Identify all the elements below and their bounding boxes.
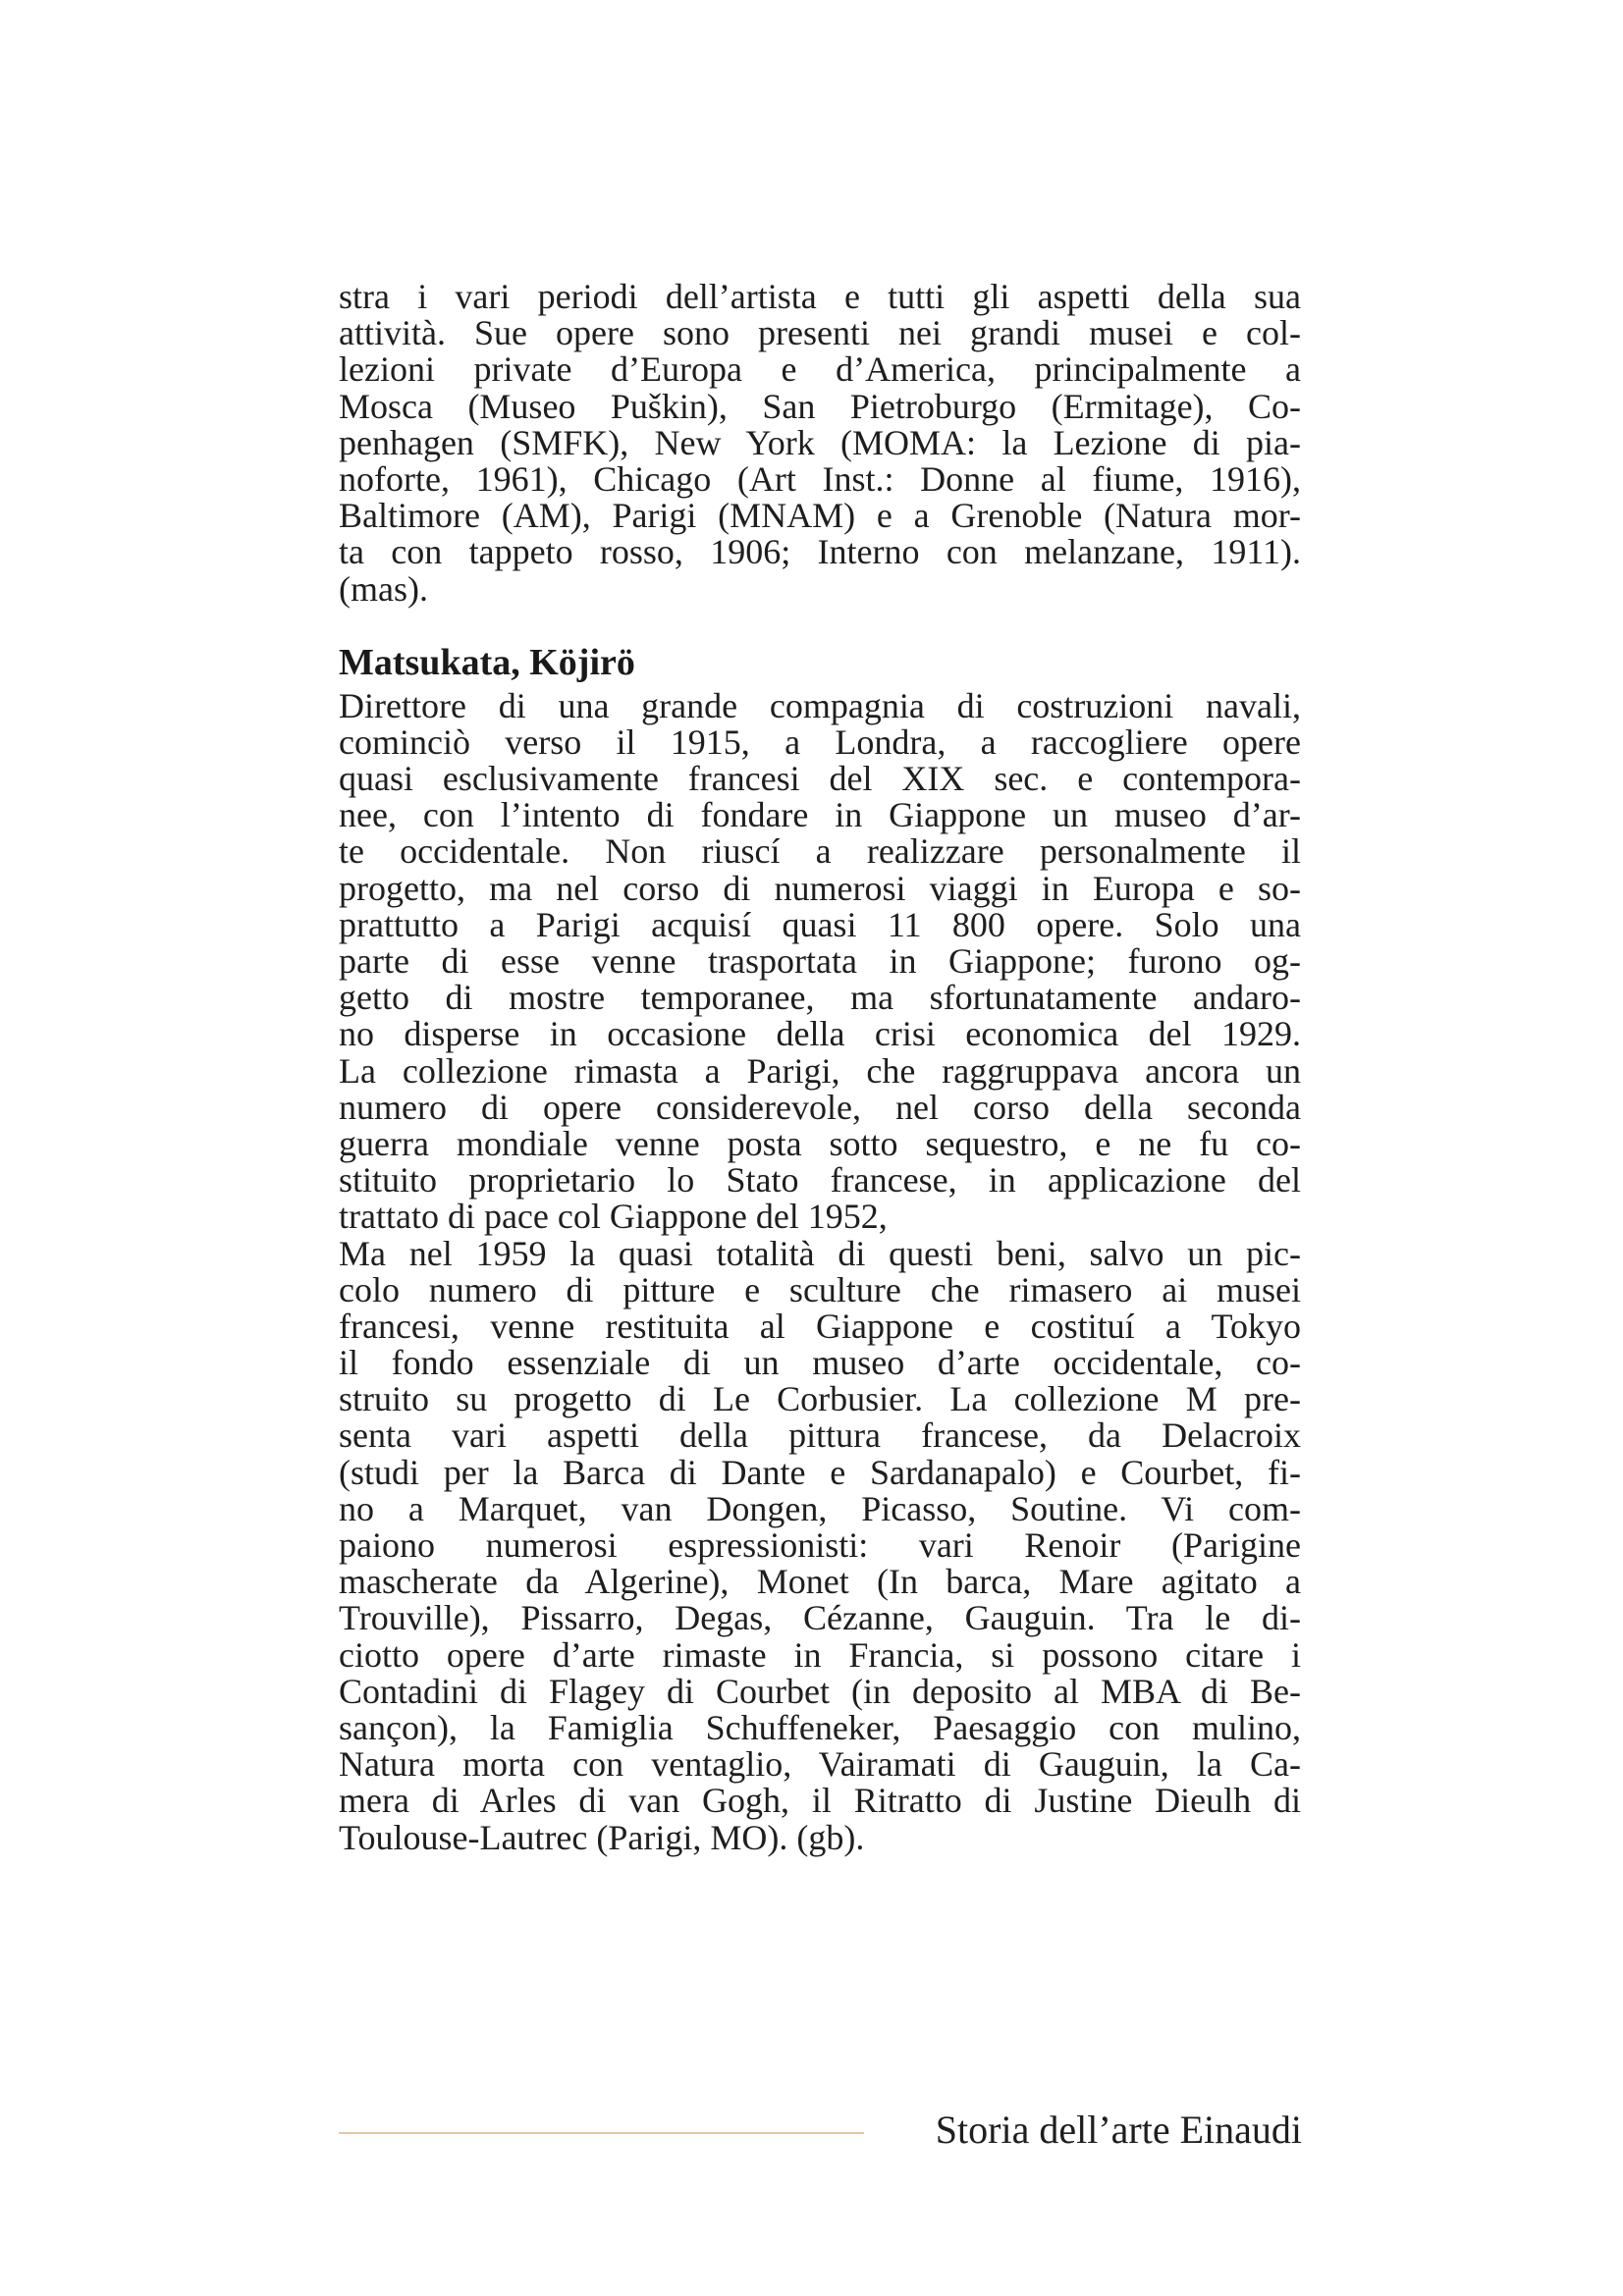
text-line: no disperse in occasione della crisi economica del 1929. (339, 1014, 1301, 1054)
footer-rule (339, 2132, 864, 2134)
text-line: (mas). (339, 568, 428, 609)
text-line: lezioni private d’Europa e d’America, principalmente a (339, 349, 1301, 390)
text-line: penhagen (SMFK), New York (MOMA: la Lezione di pia- (339, 422, 1301, 462)
text-line: struito su progetto di Le Corbusier. La collezione M pre- (339, 1379, 1301, 1419)
text-line: quasi esclusivamente francesi del XIX sec. e contempora- (339, 759, 1301, 799)
text-line: Direttore di una grande compagnia di costruzioni navali, (339, 685, 1301, 725)
footer-title: Storia dell’arte Einaudi (935, 2108, 1302, 2152)
text-line: trattato di pace col Giappone del 1952, (339, 1197, 888, 1237)
text-line: no a Marquet, van Dongen, Picasso, Soutine. Vi com- (339, 1488, 1301, 1528)
text-line: getto di mostre temporanee, ma sfortunatamente andaro- (339, 978, 1301, 1018)
text-line: paiono numerosi espressionisti: vari Renoir (Parigine (339, 1525, 1301, 1565)
text-line: Ma nel 1959 la quasi totalità di questi beni, salvo un pic- (339, 1233, 1301, 1273)
text-line: numero di opere considerevole, nel corso della seconda (339, 1087, 1301, 1127)
text-line: mera di Arles di van Gogh, il Ritratto di Justine Dieulh di (339, 1781, 1301, 1821)
text-line: Natura morta con ventaglio, Vairamati di Gauguin, la Ca- (339, 1744, 1301, 1785)
entry-paragraph-2 (339, 1233, 1301, 1857)
text-line: te occidentale. Non riuscí a realizzare personalmente il (339, 831, 1301, 872)
entry-heading: Matsukata, Köjirö (339, 641, 635, 683)
text-line: stra i vari periodi dell’artista e tutti gli aspetti della sua (339, 277, 1301, 316)
text-column (339, 279, 1301, 1856)
text-line: Mosca (Museo Puškin), San Pietroburgo (Ermitage), Co- (339, 386, 1301, 426)
text-line: Toulouse-Lautrec (Parigi, MO). (gb). (339, 1817, 865, 1857)
text-line: parte di esse venne trasportata in Giappone; furono og- (339, 941, 1301, 981)
text-line: guerra mondiale venne posta sotto sequestro, e ne fu co- (339, 1123, 1301, 1163)
text-line: cominciò verso il 1915, a Londra, a raccogliere opere (339, 721, 1301, 762)
text-line: attività. Sue opere sono presenti nei grandi musei e col- (339, 313, 1301, 353)
text-line: senta vari aspetti della pittura francese, da Delacroix (339, 1415, 1301, 1456)
text-line: nee, con l’intento di fondare in Giappone un museo d’ar- (339, 795, 1301, 835)
text-line: progetto, ma nel corso di numerosi viaggi in Europa e so- (339, 868, 1301, 908)
text-line: Contadini di Flagey di Courbet (in deposito al MBA di Be- (339, 1671, 1301, 1711)
entry-paragraph-1 (339, 685, 1301, 1237)
text-line: La collezione rimasta a Parigi, che raggruppava ancora un (339, 1050, 1301, 1091)
text-line: colo numero di pitture e sculture che rimasero ai musei (339, 1269, 1301, 1309)
text-line: (studi per la Barca di Dante e Sardanapalo) e Courbet, fi- (339, 1452, 1301, 1492)
text-line: ta con tappeto rosso, 1906; Interno con melanzane, 1911). (339, 532, 1301, 572)
text-line: Baltimore (AM), Parigi (MNAM) e a Grenoble (Natura mor- (339, 496, 1301, 536)
text-line: stituito proprietario lo Stato francese, in applicazione del (339, 1160, 1301, 1201)
text-line: ciotto opere d’arte rimaste in Francia, si possono citare i (339, 1634, 1301, 1675)
text-line: Trouville), Pissarro, Degas, Cézanne, Gauguin. Tra le di- (339, 1598, 1301, 1638)
text-line: mascherate da Algerine), Monet (In barca, Mare agitato a (339, 1562, 1301, 1602)
text-line: francesi, venne restituita al Giappone e costituí a Tokyo (339, 1306, 1301, 1346)
text-line: il fondo essenziale di un museo d’arte occidentale, co- (339, 1343, 1301, 1383)
previous-entry-continuation (339, 279, 1301, 608)
text-line: prattutto a Parigi acquisí quasi 11 800 opere. Solo una (339, 904, 1301, 944)
text-line: noforte, 1961), Chicago (Art Inst.: Donne al fiume, 1916), (339, 458, 1301, 499)
text-line: sançon), la Famiglia Schuffeneker, Paesaggio con mulino, (339, 1707, 1301, 1747)
